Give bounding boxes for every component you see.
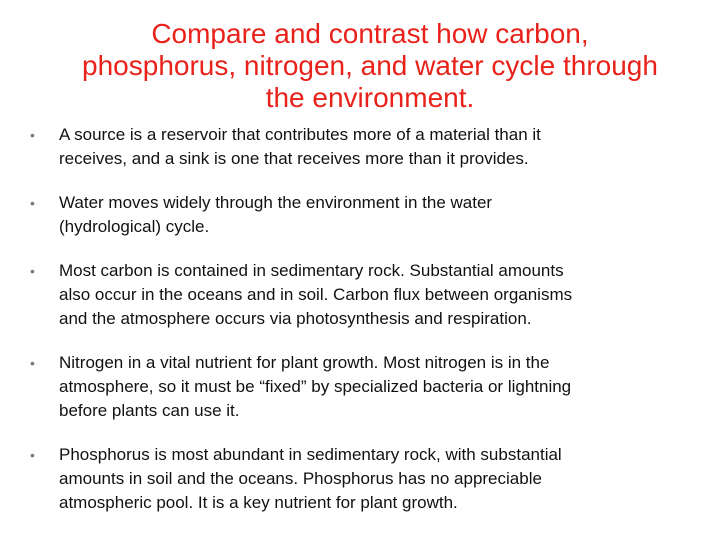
bullet-item-carbon [30,259,680,331]
bullet-text [59,351,680,423]
bullet-line: atmospheric pool. It is a key nutrient for plant growth. [59,493,458,512]
bullet-dot-icon: • [30,127,35,143]
bullet-line: A source is a reservoir that contributes more of a material than it [59,125,541,144]
bullet-line: amounts in soil and the oceans. Phosphorus has no appreciable [59,469,542,488]
bullet-line: Water moves widely through the environment in the water [59,193,493,212]
bullet-text [59,443,680,515]
bullet-line: before plants can use it. [59,401,240,420]
title-line: Compare and contrast how carbon, [151,18,589,49]
bullet-text [59,123,680,171]
bullet-line: Phosphorus is most abundant in sedimentary rock, with substantial [59,445,562,464]
bullet-line: Nitrogen in a vital nutrient for plant growth. Most nitrogen is in the [59,353,550,372]
bullet-line: Most carbon is contained in sedimentary rock. Substantial amounts [59,261,564,280]
slide-title [30,18,710,114]
bullet-line: also occur in the oceans and in soil. Carbon flux between organisms [59,285,573,304]
bullet-item-nitrogen [30,351,680,423]
bullet-line: and the atmosphere occurs via photosynthesis and respiration. [59,309,532,328]
bullet-dot-icon: • [30,263,35,279]
bullet-item-water [30,191,680,239]
title-line: the environment. [265,82,475,113]
bullet-item-source-sink [30,123,680,171]
bullet-dot-icon: • [30,195,35,211]
bullet-dot-icon: • [30,355,35,371]
bullet-line: receives, and a sink is one that receives more than it provides. [59,149,529,168]
bullet-dot-icon: • [30,447,35,463]
title-line: phosphorus, nitrogen, and water cycle through [82,50,658,81]
bullet-line: (hydrological) cycle. [59,217,210,236]
bullet-text [59,259,680,331]
bullet-text [59,191,680,239]
bullet-line: atmosphere, so it must be “fixed” by specialized bacteria or lightning [59,377,572,396]
bullet-list [30,123,680,535]
bullet-item-phosphorus [30,443,680,515]
